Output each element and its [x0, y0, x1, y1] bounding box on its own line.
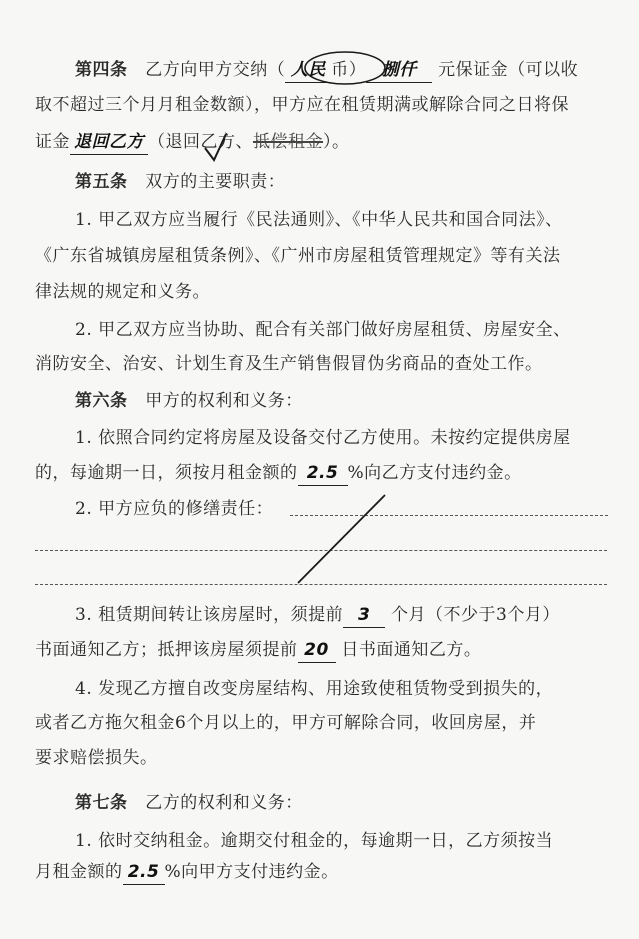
article-6-item-3-line-1: 3. 租赁期间转让该房屋时，须提前 3 个月（不少于3个月） — [75, 603, 560, 628]
tenant-penalty-rate-handwritten: 2.5 — [123, 860, 165, 885]
article-6-item-1-line-1: 1. 依照合同约定将房屋及设备交付乙方使用。未按约定提供房屋 — [75, 428, 571, 448]
article-7-heading: 第七条 — [75, 793, 128, 813]
article-6-item-3-line-2: 书面通知乙方；抵押该房屋须提前 20 日书面通知乙方。 — [35, 638, 481, 663]
article-6-item-4-line-2: 或者乙方拖欠租金6个月以上的，甲方可解除合同，收回房屋，并 — [35, 713, 537, 733]
article-5-item-1-line-3: 律法规的规定和义务。 — [35, 282, 210, 302]
check-mark-icon — [205, 134, 226, 160]
article-4-line-1: 第四条 乙方向甲方交纳（ 人民 币） 捌仟 元保证金（可以收 — [75, 58, 578, 83]
article-6-heading-line: 第六条 甲方的权利和义务： — [75, 391, 303, 411]
article-6-item-4-line-3: 要求赔偿损失。 — [35, 748, 158, 768]
article-5-item-1-line-1: 1. 甲乙双方应当履行《民法通则》、《中华人民共和国合同法》、 — [75, 210, 563, 230]
article-5-heading-line: 第五条 双方的主要职责： — [75, 172, 286, 192]
deposit-handling-handwritten: 退回乙方 — [70, 130, 148, 155]
article-5-item-2-line-1: 2. 甲乙双方应当协助、配合有关部门做好房屋租赁、房屋安全、 — [75, 320, 571, 340]
transfer-notice-months-handwritten: 3 — [343, 603, 385, 628]
article-6-heading: 第六条 — [75, 391, 128, 411]
article-6-item-2: 2. 甲方应负的修缮责任： — [75, 499, 274, 519]
currency-handwritten: 人民 — [285, 58, 331, 83]
struck-option: 抵偿租金 — [253, 132, 323, 152]
article-6-item-1-line-2: 的，每逾期一日，须按月租金额的 2.5 %向乙方支付违约金。 — [35, 461, 522, 486]
article-5-heading: 第五条 — [75, 172, 128, 192]
article-5-item-1-line-2: 《广东省城镇房屋租赁条例》、《广州市房屋租赁管理规定》等有关法 — [35, 246, 561, 266]
article-6-item-4-line-1: 4. 发现乙方擅自改变房屋结构、用途致使租赁物受到损失的， — [75, 679, 554, 699]
article-7-heading-line: 第七条 乙方的权利和义务： — [75, 793, 303, 813]
checked-option: 乙方 — [200, 132, 236, 152]
circle-mark — [305, 52, 385, 84]
article-4-line-2: 取不超过三个月月租金数额），甲方应在租赁期满或解除合同之日将保 — [35, 95, 569, 115]
article-5-item-2-line-2: 消防安全、治安、计划生育及生产销售假冒伪劣商品的查处工作。 — [35, 354, 543, 374]
landlord-penalty-rate-handwritten: 2.5 — [298, 461, 348, 486]
article-7-item-1-line-1: 1. 依时交纳租金。逾期交付租金的，每逾期一日，乙方须按当 — [75, 831, 554, 851]
article-4-line-3: 证金 退回乙方 （退回乙方、抵偿租金）。 — [35, 130, 350, 155]
void-diagonal-line — [298, 495, 385, 583]
article-7-item-1-line-2: 月租金额的 2.5 %向甲方支付违约金。 — [35, 860, 339, 885]
article-4-heading: 第四条 — [75, 60, 128, 80]
deposit-amount-handwritten: 捌仟 — [366, 58, 432, 83]
mortgage-notice-days-handwritten: 20 — [298, 638, 336, 663]
